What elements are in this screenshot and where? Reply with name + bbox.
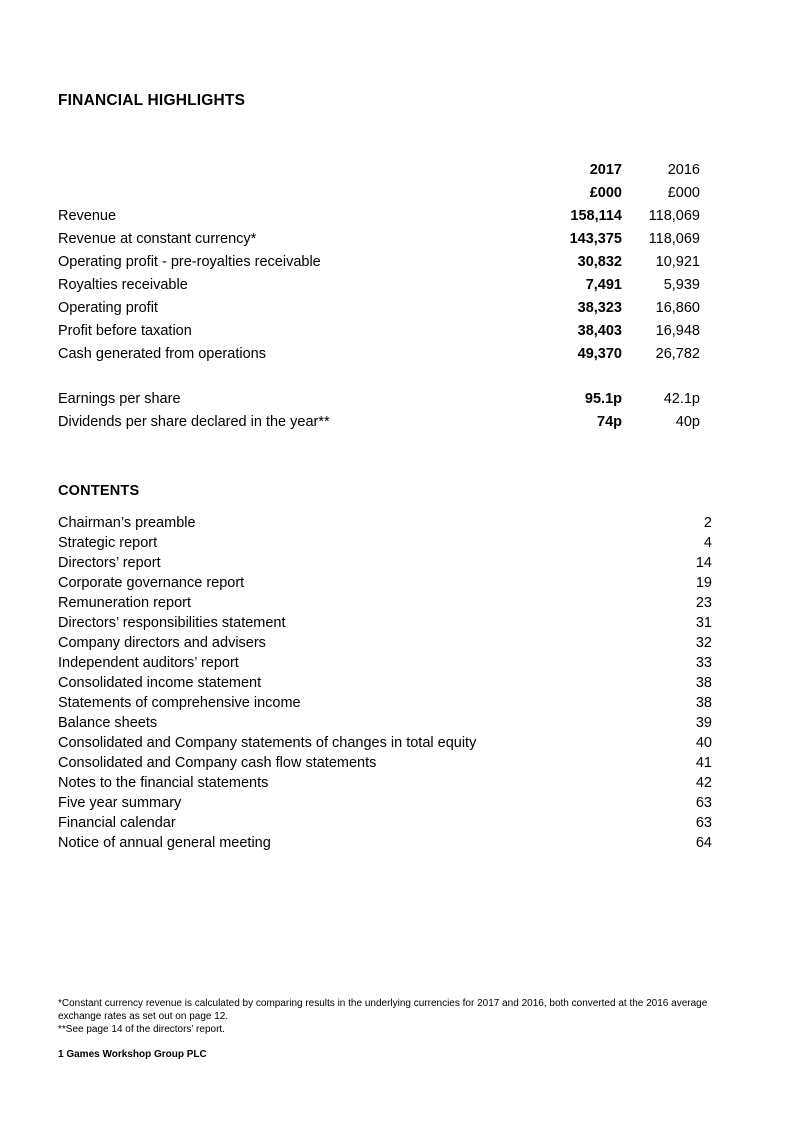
contents-item-consolidated-income-statement (58, 675, 712, 695)
contents-item-page: 41 (695, 755, 712, 771)
contents-item-page: 38 (695, 675, 712, 691)
financial-highlights-table (58, 162, 700, 437)
fin-value-current: 49,370 (577, 346, 622, 362)
fin-row-dividends-per-share (58, 414, 700, 437)
fin-value-current: 95.1p (584, 391, 622, 407)
contents-item-label: Directors’ report (58, 555, 161, 571)
fin-value-current: 74p (597, 414, 622, 430)
fin-row-operating-profit (58, 300, 700, 323)
fin-row-label: Revenue at constant currency* (58, 231, 257, 247)
contents-item-page: 4 (703, 535, 712, 551)
fin-row-label: Cash generated from operations (58, 346, 266, 362)
contents-item-page: 63 (695, 815, 712, 831)
fin-value-prior: 16,860 (655, 300, 700, 316)
fin-value-current: 38,403 (577, 323, 622, 339)
contents-item-page: 64 (695, 835, 712, 851)
contents-item-comprehensive-income (58, 695, 712, 715)
fin-year-header-row (58, 162, 700, 185)
contents-item-five-year-summary (58, 795, 712, 815)
fin-year-prior: 2016 (667, 162, 700, 178)
contents-item-page: 2 (703, 515, 712, 531)
contents-item-page: 19 (695, 575, 712, 591)
fin-unit-header-row (58, 185, 700, 208)
fin-value-current: 30,832 (577, 254, 622, 270)
contents-item-directors-report (58, 555, 712, 575)
footnote-directors-report: **See page 14 of the directors’ report. (58, 1024, 225, 1035)
fin-value-prior: 118,069 (648, 231, 700, 247)
contents-item-page: 33 (695, 655, 712, 671)
contents-item-page: 31 (695, 615, 712, 631)
fin-row-label: Operating profit - pre-royalties receivable (58, 254, 321, 270)
contents-item-page: 14 (695, 555, 712, 571)
contents-item-cash-flow-statements (58, 755, 712, 775)
contents-item-label: Independent auditors’ report (58, 655, 239, 671)
contents-item-label: Consolidated and Company statements of changes in total equity (58, 735, 477, 751)
fin-row-label: Dividends per share declared in the year** (58, 414, 330, 430)
contents-item-page: 23 (695, 595, 712, 611)
fin-table-spacer (58, 369, 700, 391)
fin-row-label: Profit before taxation (58, 323, 192, 339)
contents-item-independent-auditors-report (58, 655, 712, 675)
contents-item-changes-in-total-equity (58, 735, 712, 755)
contents-item-page: 39 (695, 715, 712, 731)
contents-item-label: Balance sheets (58, 715, 158, 731)
fin-unit-prior: £000 (667, 185, 700, 201)
fin-unit-current: £000 (589, 185, 622, 201)
contents-item-notice-of-agm (58, 835, 712, 855)
fin-row-earnings-per-share (58, 391, 700, 414)
contents-item-remuneration-report (58, 595, 712, 615)
contents-item-label: Notice of annual general meeting (58, 835, 271, 851)
fin-row-cash-generated (58, 346, 700, 369)
fin-value-current: 158,114 (570, 208, 622, 224)
fin-row-label: Operating profit (58, 300, 158, 316)
footnote-constant-currency: *Constant currency revenue is calculated by comparing results in the underlying currencies for 2017 and 2016, both converted at the 2016 average exchange rates as set out on page 12. (58, 998, 708, 1022)
fin-row-label: Royalties receivable (58, 277, 188, 293)
fin-value-current: 143,375 (569, 231, 622, 247)
fin-row-label: Earnings per share (58, 391, 181, 407)
contents-item-label: Corporate governance report (58, 575, 245, 591)
contents-item-financial-calendar (58, 815, 712, 835)
contents-item-notes-to-financial-statements (58, 775, 712, 795)
contents-title: CONTENTS (58, 483, 140, 499)
fin-row-label: Revenue (58, 208, 117, 224)
fin-value-prior: 42.1p (663, 391, 700, 407)
contents-item-label: Chairman’s preamble (58, 515, 196, 531)
fin-value-prior: 5,939 (663, 277, 700, 293)
fin-value-prior: 16,948 (655, 323, 700, 339)
fin-year-current: 2017 (589, 162, 622, 178)
contents-item-page: 42 (695, 775, 712, 791)
contents-item-label: Notes to the financial statements (58, 775, 269, 791)
contents-list (58, 515, 712, 855)
contents-item-balance-sheets (58, 715, 712, 735)
contents-item-label: Remuneration report (58, 595, 191, 611)
fin-row-revenue-constant-currency (58, 231, 700, 254)
fin-value-prior: 10,921 (655, 254, 700, 270)
contents-item-label: Directors’ responsibilities statement (58, 615, 286, 631)
fin-row-revenue (58, 208, 700, 231)
contents-item-label: Financial calendar (58, 815, 176, 831)
contents-item-page: 40 (695, 735, 712, 751)
contents-item-company-directors-advisers (58, 635, 712, 655)
fin-value-current: 7,491 (585, 277, 622, 293)
contents-item-corporate-governance (58, 575, 712, 595)
fin-value-prior: 40p (675, 414, 700, 430)
contents-item-label: Consolidated and Company cash flow statements (58, 755, 377, 771)
page-title: FINANCIAL HIGHLIGHTS (58, 92, 246, 109)
contents-item-directors-responsibilities (58, 615, 712, 635)
contents-item-page: 32 (695, 635, 712, 651)
contents-item-page: 38 (695, 695, 712, 711)
contents-item-label: Company directors and advisers (58, 635, 266, 651)
footnotes (58, 997, 710, 1036)
contents-item-label: Five year summary (58, 795, 182, 811)
fin-value-prior: 118,069 (648, 208, 700, 224)
contents-item-label: Strategic report (58, 535, 158, 551)
page-footer: 1 Games Workshop Group PLC (58, 1049, 207, 1060)
contents-item-label: Statements of comprehensive income (58, 695, 301, 711)
contents-item-chairmans-preamble (58, 515, 712, 535)
contents-item-page: 63 (695, 795, 712, 811)
contents-item-strategic-report (58, 535, 712, 555)
contents-item-label: Consolidated income statement (58, 675, 262, 691)
fin-row-profit-before-taxation (58, 323, 700, 346)
fin-row-royalties-receivable (58, 277, 700, 300)
fin-row-operating-profit-pre-royalties (58, 254, 700, 277)
fin-value-prior: 26,782 (655, 346, 700, 362)
fin-value-current: 38,323 (577, 300, 622, 316)
